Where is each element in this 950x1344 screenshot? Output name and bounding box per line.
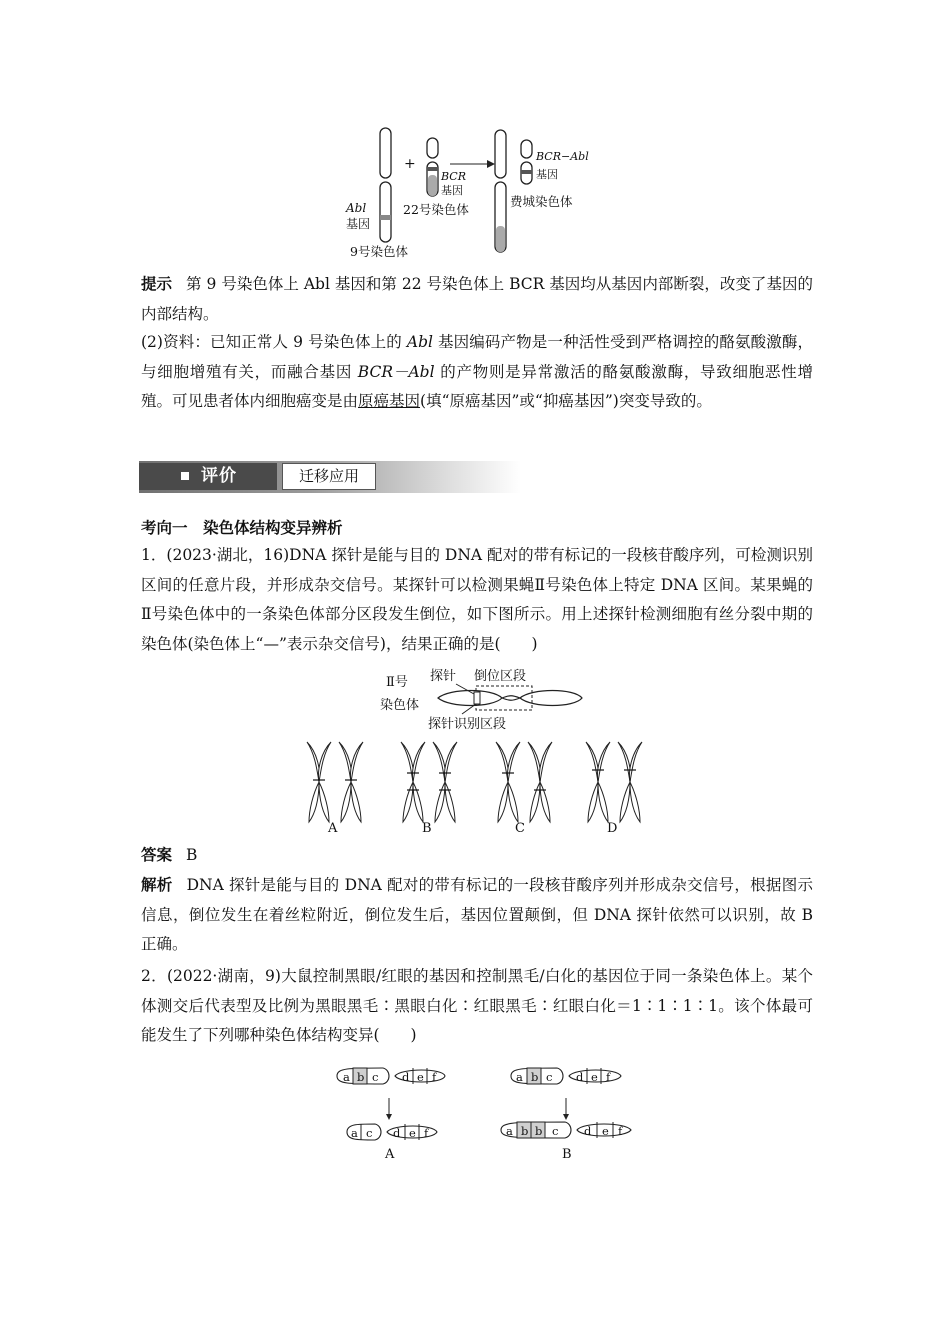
q2b-after-b2: b — [535, 1124, 543, 1138]
chromosome-22 — [427, 138, 438, 196]
q2b-seg-a: a — [516, 1070, 523, 1084]
hint-text: 第 9 号染色体上 Abl 基因和第 22 号染色体上 BCR 基因均从基因内部断裂，改变了基因的内部结构。 — [141, 275, 813, 323]
banner-right-title: 迁移应用 — [282, 463, 376, 490]
probe-mark — [474, 692, 480, 704]
option-c-label: C — [515, 821, 525, 836]
square-bullet-icon — [181, 472, 189, 480]
option-d-chromosomes — [586, 742, 642, 822]
q2a-after-d: d — [393, 1126, 401, 1140]
figure-inversion — [370, 664, 590, 734]
figure-q1-options — [290, 740, 660, 836]
q2-option-b-label: B — [562, 1147, 572, 1162]
option-a-label: A — [328, 821, 338, 836]
q2b-seg-f: f — [606, 1070, 611, 1084]
q2a-seg-a: a — [343, 1070, 350, 1084]
abl-label: Abl — [346, 201, 367, 215]
q2a-after-a: a — [351, 1126, 358, 1140]
p2-mid1: 基因编码产物是一种活性受到严格调控的酪氨酸激酶，与细胞增殖有关，而融合基因 — [141, 333, 813, 381]
option-d-label: D — [607, 821, 618, 836]
philadelphia-chromosome — [521, 140, 532, 184]
option-b-chromosomes — [401, 742, 457, 822]
q2b-after-a: a — [506, 1124, 513, 1138]
section-title-text: 考向一 染色体结构变异辨析 — [141, 518, 343, 537]
p2-abl: Abl — [406, 333, 433, 351]
figure-q2-options — [325, 1060, 645, 1170]
q2-option-a — [337, 1068, 445, 1162]
q1-text: 1．(2023·湖北，16)DNA 探针是能与目的 DNA 配对的带有标记的一段核苷酸序列，可检测识别区间的任意片段，并形成杂交信号。某探针可以检测果蝇Ⅱ号染色体上特定 DNA 区间。某果蝇的Ⅱ号染色体中的一条染色体部分区段发生倒位，如下图所示。用上述探针检测细胞有丝分裂中期的染色体(染色体上“—”表示杂交信号)，结果正确的是( ) — [141, 546, 813, 653]
q2a-seg-b: b — [357, 1070, 365, 1084]
option-c-chromosomes — [496, 742, 552, 822]
q2b-seg-b: b — [531, 1070, 539, 1084]
q2b-after-e: e — [602, 1124, 609, 1138]
p2-mid2: 的产物则是异常激活的酪氨酸激酶，导致细胞恶性增殖。可见患者体内细胞癌变是由 — [141, 362, 813, 410]
probe-recog-label: 探针识别区段 — [428, 717, 507, 732]
abl-gene-label: 基因 — [346, 217, 371, 231]
q2a-seg-c: c — [372, 1070, 379, 1084]
q2b-seg-e: e — [591, 1070, 598, 1084]
bcr-label: BCR — [441, 170, 466, 183]
p2-suffix: (填“原癌基因”或“抑癌基因”)突变导致的。 — [420, 392, 712, 410]
figure-translocation — [340, 120, 610, 260]
q2a-seg-f: f — [432, 1070, 437, 1084]
p2-prefix: (2)资料：已知正常人 9 号染色体上的 — [141, 333, 407, 351]
chr2-label-1: Ⅱ号 — [386, 675, 408, 690]
chr2-label-2: 染色体 — [380, 698, 420, 713]
inversion-label: 倒位区段 — [474, 669, 527, 684]
chromosome-9-derived — [495, 130, 506, 252]
answer-label: 答案 — [141, 845, 173, 864]
question-1 — [141, 541, 813, 659]
p2-fusion: BCR－Abl — [357, 362, 435, 381]
fusion-label: BCR−Abl — [536, 150, 589, 163]
banner-left-title: 评价 — [201, 466, 237, 486]
bcr-gene-label: 基因 — [441, 184, 463, 197]
q2b-after-d: d — [584, 1124, 592, 1138]
q2b-after-f: f — [618, 1124, 623, 1138]
probe-label: 探针 — [430, 669, 457, 684]
q2a-after-e: e — [409, 1126, 416, 1140]
chromosome-ii — [438, 691, 582, 706]
analysis-label: 解析 — [141, 875, 173, 894]
q2b-seg-c: c — [546, 1070, 553, 1084]
chromosome-9 — [380, 128, 391, 242]
option-a-chromosomes — [307, 742, 363, 822]
chr9-label: 9号染色体 — [350, 244, 408, 259]
question-2 — [141, 962, 813, 1051]
arrow-icon — [450, 160, 495, 168]
q2b-after-b1: b — [521, 1124, 529, 1138]
q2-text: 2．(2022·湖南，9)大鼠控制黑眼/红眼的基因和控制黑毛/白化的基因位于同一条染色体上。某个体测交后代表型及比例为黑眼黑毛∶黑眼白化∶红眼黑毛∶红眼白化＝1∶1∶1∶1。该个体最可能发生了下列哪种染色体结构变异( ) — [141, 967, 813, 1044]
q2a-after-f: f — [424, 1126, 429, 1140]
q2b-seg-d: d — [576, 1070, 584, 1084]
section-title — [141, 513, 813, 543]
hint-label: 提示 — [141, 274, 173, 293]
chr22-label: 22号染色体 — [403, 202, 469, 217]
section-banner — [139, 461, 521, 493]
q2-option-b — [501, 1068, 631, 1162]
analysis-text: DNA 探针是能与目的 DNA 配对的带有标记的一段核苷酸序列并形成杂交信号，根据图示信息，倒位发生在着丝粒附近，倒位发生后，基因位置颠倒，但 DNA 探针依然可以识别，故 B 正确。 — [141, 876, 813, 953]
q2-option-a-label: A — [385, 1147, 395, 1162]
paragraph-2 — [141, 328, 813, 417]
answer-value: B — [186, 846, 198, 864]
option-b-label: B — [422, 821, 432, 836]
fusion-gene-label: 基因 — [536, 168, 558, 181]
answer-1 — [141, 840, 813, 871]
ph-chr-label: 费城染色体 — [510, 194, 573, 209]
q2a-seg-e: e — [417, 1070, 424, 1084]
q2a-after-c: c — [366, 1126, 373, 1140]
q2b-after-c: c — [552, 1124, 559, 1138]
hint-paragraph — [141, 269, 813, 329]
analysis-1 — [141, 870, 813, 960]
p2-answer: 原癌基因 — [358, 392, 421, 410]
plus-sign: + — [404, 156, 416, 172]
q2a-seg-d: d — [402, 1070, 410, 1084]
